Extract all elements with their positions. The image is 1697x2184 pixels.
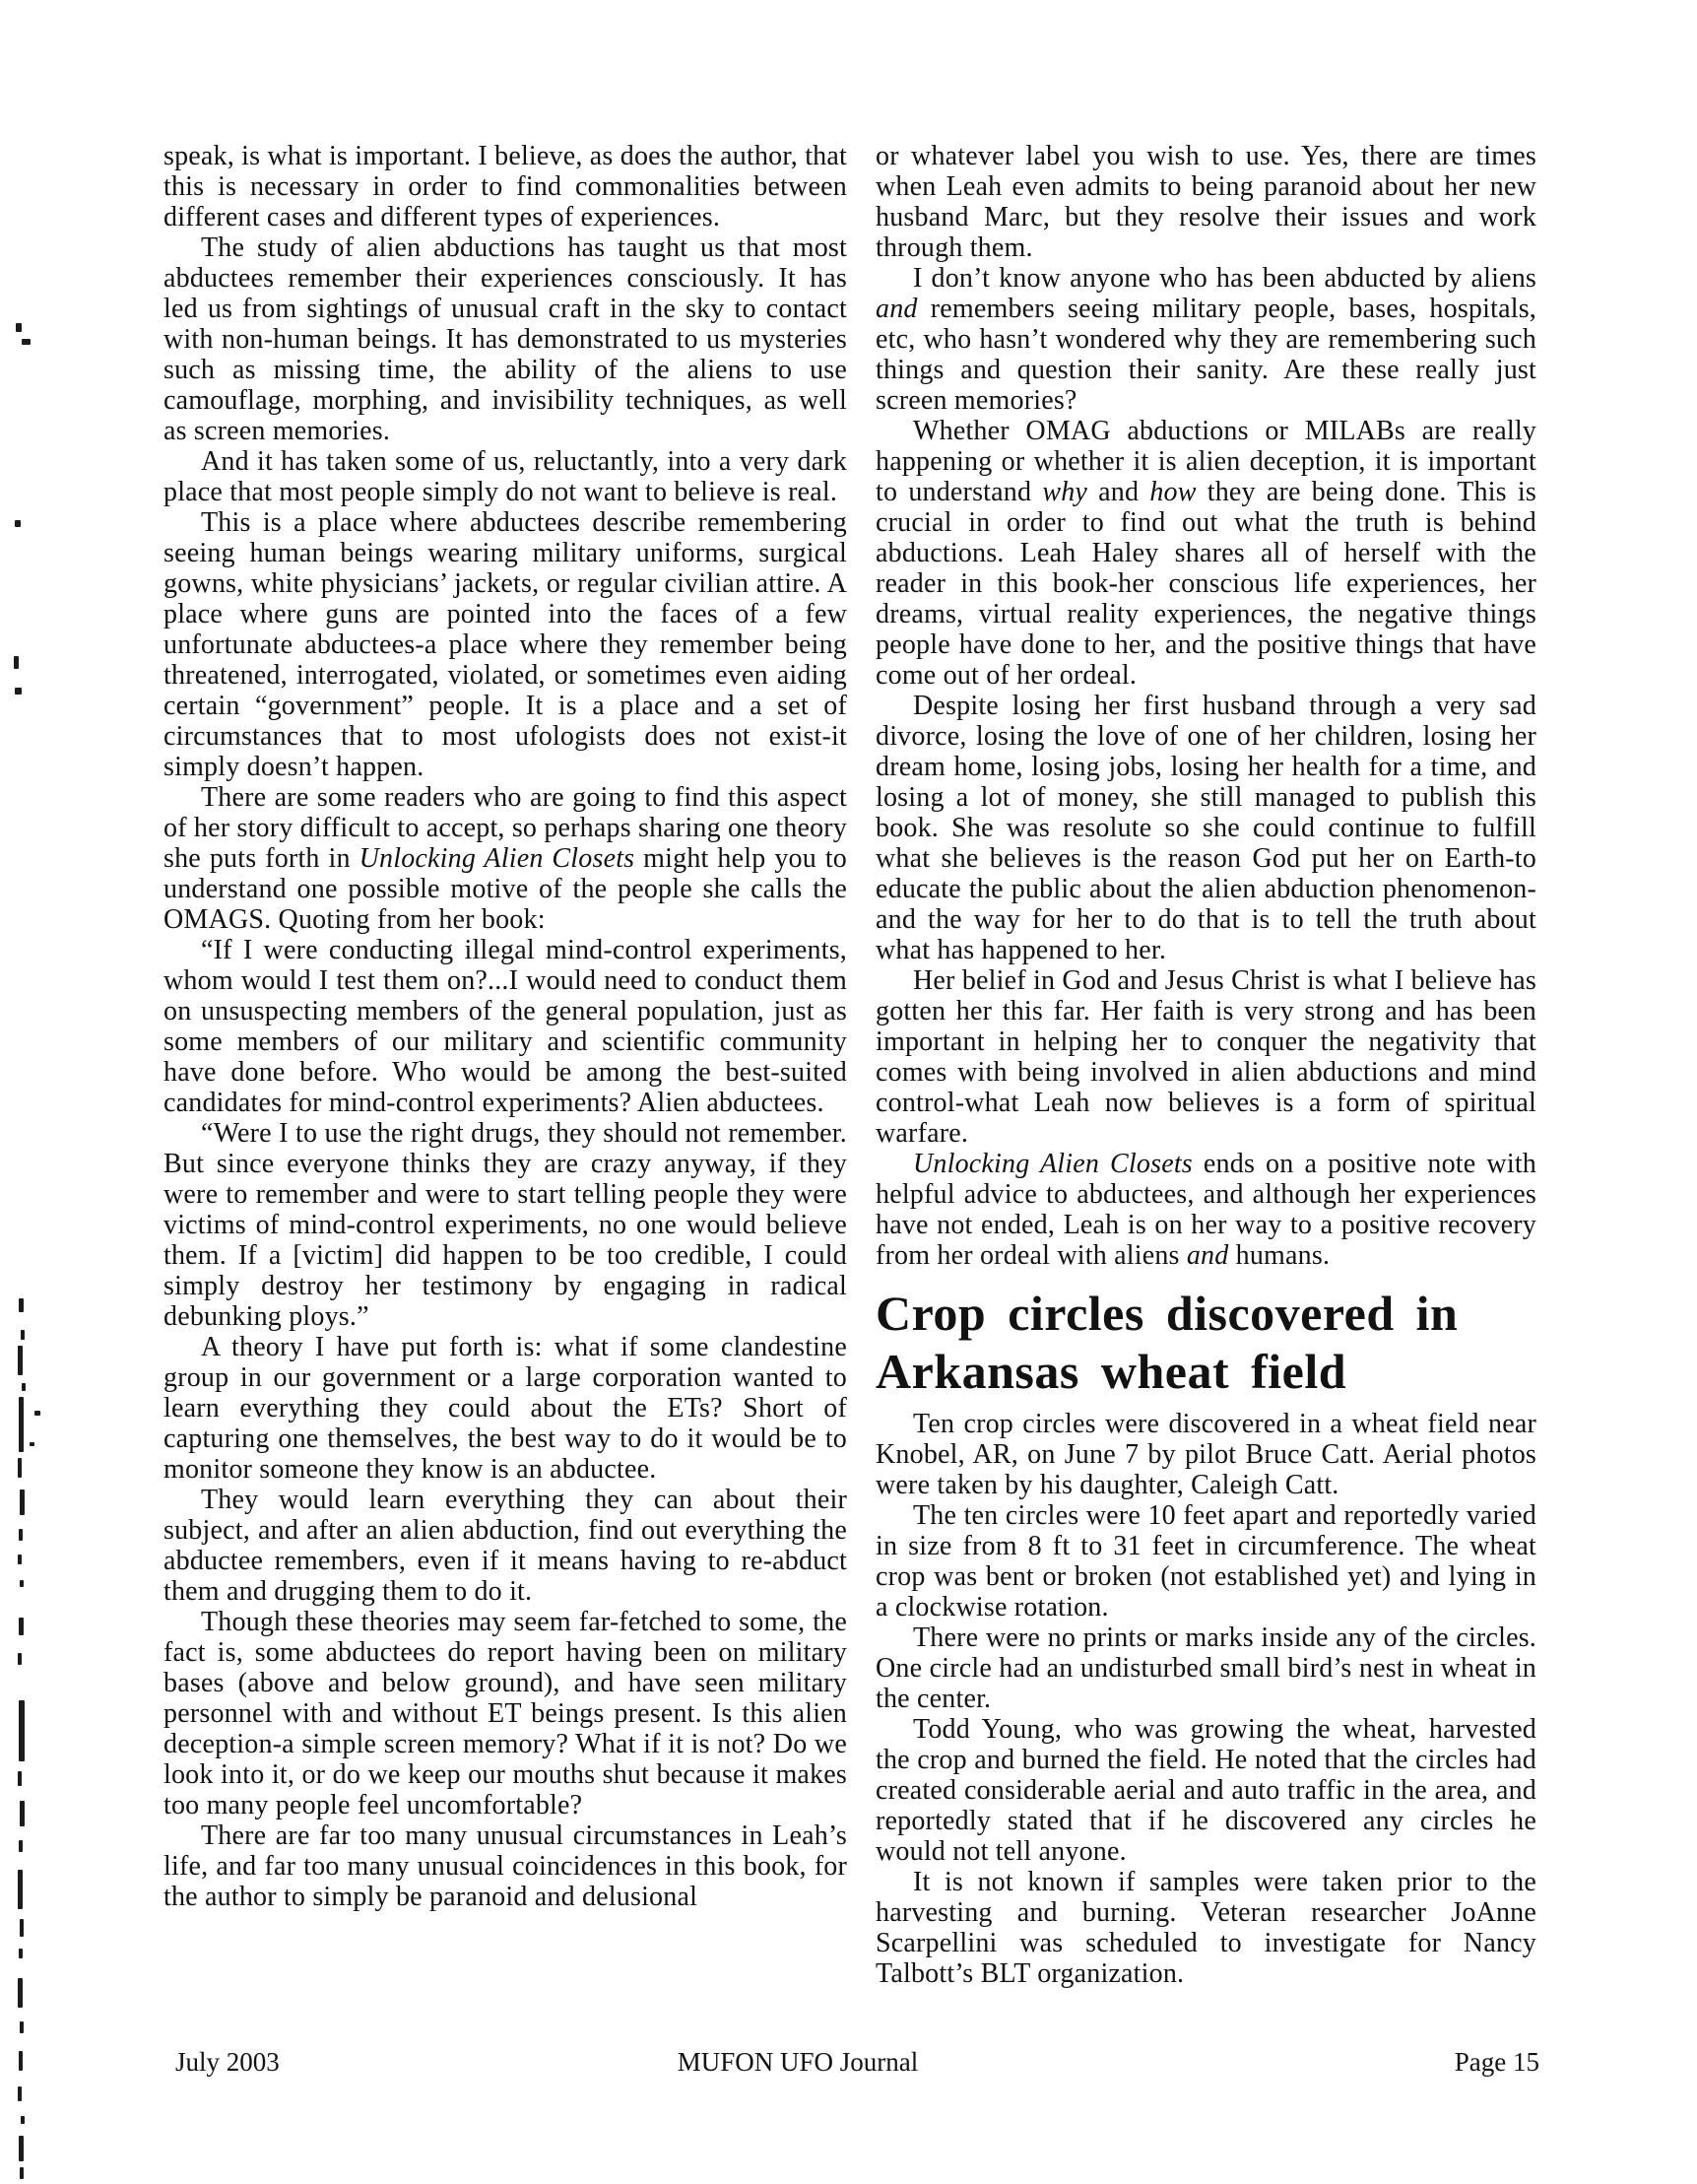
scan-mark [21, 2116, 25, 2124]
paragraph: There were no prints or marks inside any of the circles. One circle had an undisturbed small bird’s nest in wheat in the center. [876, 1622, 1536, 1714]
scan-mark [18, 1771, 22, 1786]
scan-mark [19, 1618, 24, 1635]
paragraph: Ten crop circles were discovered in a wheat field near Knobel, AR, on June 7 by pilot Bruce Catt. Aerial photos were taken by his daughter, Caleigh Catt. [876, 1409, 1536, 1500]
left-column [163, 141, 847, 1912]
scan-mark [15, 688, 22, 695]
footer-page-number: Page 15 [1454, 2047, 1539, 2077]
right-column [876, 141, 1536, 1989]
scan-mark [18, 1458, 22, 1478]
scan-mark [20, 1801, 25, 1826]
paragraph: There are far too many unusual circumstances in Leah’s life, and far too many unusual coincidences in this book, for the author to simply be paranoid and delusional [163, 1820, 847, 1912]
scan-mark [18, 2086, 22, 2101]
paragraph: And it has taken some of us, reluctantly, into a very dark place that most people simply do not want to believe is real. [163, 446, 847, 507]
paragraph: This is a place where abductees describe remembering seeing human beings wearing military uniforms, surgical gowns, white physicians’ jackets, or regular civilian attire. A place where guns are pointed into the faces of a few unfortunate abductees-a place where they remember being threatened, interrogated, violated, or sometimes even aiding certain “government” people. It is a place and a set of circumstances that to most ufologists does not exist-it simply doesn’t happen. [163, 507, 847, 782]
paragraph: or whatever label you wish to use. Yes, there are times when Leah even admits to being paranoid about her new husband Marc, but they resolve their issues and work through them. [876, 141, 1536, 263]
paragraph: Though these theories may seem far-fetched to some, the fact is, some abductees do report having been on military bases (above and below ground), and have seen military personnel with and without ET beings present. Is this alien deception-a simple screen memory? What if it is not? Do we look into it, or do we keep our mouths shut because it makes too many people feel uncomfortable? [163, 1607, 847, 1820]
scan-mark [18, 1555, 22, 1564]
scan-mark [19, 1397, 24, 1452]
paragraph: Despite losing her first husband through a very sad divorce, losing the love of one of her children, losing her dream home, losing jobs, losing her health for a time, and losing a lot of money, she still managed to publish this book. She was resolute so she could continue to fulfill what she believes is the reason God put her on Earth-to educate the public about the alien abduction phenomenon-and the way for her to do that is to tell the truth about what has happened to her. [876, 691, 1536, 965]
paragraph: A theory I have put forth is: what if some clandestine group in our government or a large corporation wanted to learn everything they could about the ETs? Short of capturing one themselves, the best way to do it would be to monitor someone they know is an abductee. [163, 1332, 847, 1485]
scan-mark [22, 1383, 26, 1391]
scan-mark [19, 2136, 24, 2161]
crop-article-headline: Crop circles discovered in Arkansas wheat field [876, 1286, 1459, 1399]
scan-mark [30, 1442, 34, 1446]
review-article-continuation [876, 141, 1536, 1271]
scan-mark [18, 1346, 23, 1375]
scan-mark [19, 1529, 23, 1541]
scan-mark [18, 1870, 23, 1909]
paragraph: Todd Young, who was growing the wheat, harvested the crop and burned the field. He noted that the circles had created considerable aerial and auto traffic in the area, and reportedly stated that if he discovered any circles he would not tell anyone. [876, 1714, 1536, 1867]
scan-mark [20, 1489, 25, 1515]
scan-mark [19, 2051, 23, 2071]
scan-mark [14, 656, 19, 669]
paragraph: There are some readers who are going to find this aspect of her story difficult to accept, so perhaps sharing one theory she puts forth in Unlocking Alien Closets might help you to understand one possible motive of the people she calls the OMAGS. Quoting from her book: [163, 782, 847, 935]
paragraph: speak, is what is important. I believe, as does the author, that this is necessary in order to find commonalities between different cases and different types of experiences. [163, 141, 847, 232]
scan-mark [15, 520, 21, 527]
paragraph: The ten circles were 10 feet apart and reportedly varied in size from 8 ft to 31 feet in circumference. The wheat crop was bent or broken (not established yet) and lying in a clockwise rotation. [876, 1500, 1536, 1622]
scan-mark [19, 1298, 24, 1312]
footer-journal-title: MUFON UFO Journal [677, 2047, 919, 2077]
paragraph: I don’t know anyone who has been abducted by aliens and remembers seeing military people, bases, hospitals, etc, who hasn’t wondered why they are remembering such things and question their sanity. Are these really just screen memories? [876, 263, 1536, 416]
paragraph: They would learn everything they can about their subject, and after an alien abduction, find out everything the abductee remembers, even if it means having to re-abduct them and drugging them to do it. [163, 1485, 847, 1607]
scan-mark [19, 1949, 23, 1958]
scan-mark [20, 2167, 24, 2179]
paragraph: Unlocking Alien Closets ends on a positive note with helpful advice to abductees, and although her experiences have not ended, Leah is on her way to a positive recovery from her ordeal with aliens and humans. [876, 1149, 1536, 1271]
paragraph: The study of alien abductions has taught us that most abductees remember their experiences consciously. It has led us from sightings of unusual craft in the sky to contact with non-human beings. It has demonstrated to us mysteries such as missing time, the ability of the aliens to use camouflage, morphing, and invisibility techniques, as well as screen memories. [163, 232, 847, 446]
scan-mark [20, 2021, 24, 2033]
scan-mark [34, 1411, 40, 1416]
paragraph: Whether OMAG abductions or MILABs are really happening or whether it is alien deception, it is important to understand why and how they are being done. This is crucial in order to find out what the truth is behind abductions. Leah Haley shares all of herself with the reader in this book-her conscious life experiences, her dreams, virtual reality experiences, the negative things people have done to her, and the positive things that have come out of her ordeal. [876, 416, 1536, 691]
paragraph: “If I were conducting illegal mind-control experiments, whom would I test them on?...I would need to conduct them on unsuspecting members of the general population, just as some members of our military and scientific community have done before. Who would be among the best-suited candidates for mind-control experiments? Alien abductees. [163, 935, 847, 1118]
scan-mark [19, 1840, 23, 1852]
paragraph: Her belief in God and Jesus Christ is what I believe has gotten her this far. Her faith is very strong and has been important in helping her to conquer the negativity that comes with being involved in alien abductions and mind control-what Leah now believes is a form of spiritual warfare. [876, 965, 1536, 1149]
scan-mark [20, 1580, 24, 1587]
paragraph: It is not known if samples were taken prior to the harvesting and burning. Veteran researcher JoAnne Scarpellini was scheduled to investigate for Nancy Talbott’s BLT organization. [876, 1867, 1536, 1989]
scan-mark [20, 1919, 24, 1937]
scan-mark [22, 339, 31, 345]
scan-mark [19, 1700, 25, 1761]
scan-mark [16, 323, 22, 332]
paragraph: “Were I to use the right drugs, they should not remember. But since everyone thinks they are crazy anyway, if they were to remember and were to start telling people they were victims of mind-control experiments, no one would believe them. If a [victim] did happen to be too credible, I could simply destroy her testimony by engaging in radical debunking ploys.” [163, 1118, 847, 1332]
scan-mark [21, 1330, 25, 1340]
footer-issue-date: July 2003 [175, 2047, 280, 2077]
crop-article-body [876, 1409, 1536, 1989]
scan-mark [18, 1978, 23, 2008]
scan-mark [18, 1653, 22, 1665]
